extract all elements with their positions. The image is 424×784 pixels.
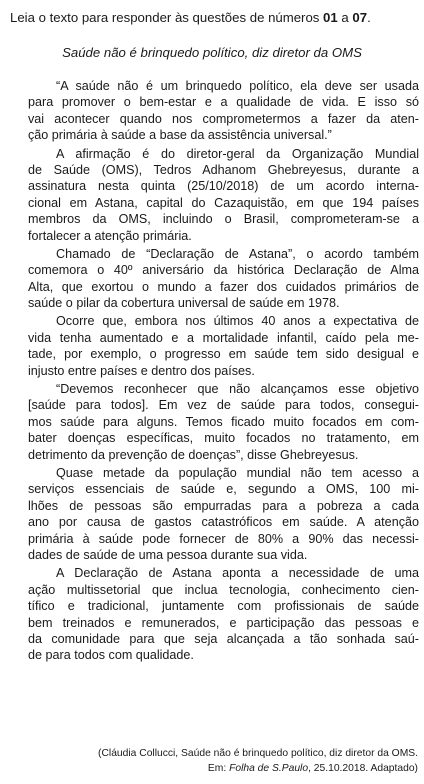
instruction-suffix: .: [367, 10, 371, 25]
paragraph-line: tade, por exemplo, o progresso em saúde tem sido desigual e: [28, 347, 419, 362]
paragraph-line: vai acontecer quando nos comprometermos a fazer da aten-: [28, 111, 419, 126]
article-paragraph: [28, 465, 419, 563]
paragraph-line: “A saúde não é um brinquedo político, ela deve ser usada: [56, 79, 419, 93]
paragraph-line: ação multissetorial que inclua tecnologia, conhecimento cien-: [28, 582, 419, 597]
paragraph-line: [saúde para todos]. Em vez de saúde para todos, consegui-: [28, 398, 419, 413]
paragraph-line: Ocorre que, embora nos últimos 40 anos a expectativa de: [56, 314, 419, 329]
paragraph-line: bater doenças específicas, muito focados no tratamento, em: [28, 431, 419, 446]
source-line-2: [98, 761, 418, 776]
paragraph-line: fortalecer a atenção primária.: [28, 228, 192, 243]
paragraph-line: bem treinados e remunerados, e participação das pessoas e: [28, 615, 419, 630]
paragraph-line: “Devemos reconhecer que não alcançamos esse objetivo: [56, 382, 419, 397]
source-line-1: (Cláudia Collucci, Saúde não é brinquedo político, diz diretor da OMS.: [98, 748, 418, 759]
question-end-number: 07: [352, 10, 368, 25]
paragraph-line: injusto entre países e dentro dos países.: [28, 363, 255, 378]
source-publication: Folha de S.Paulo: [229, 763, 309, 774]
paragraph-line: tífico e tradicional, juntamente com profissionais de saúde: [28, 599, 419, 614]
paragraph-line: Alta, que exortou o mundo a fazer dos cuidados primários de: [28, 279, 419, 294]
paragraph-line: de para todos com qualidade.: [28, 648, 194, 663]
paragraph-line: mos saúde para alguns. Temos ficado muito focados em com-: [28, 414, 419, 429]
paragraph-line: dades de saúde de uma pessoa durante sua vida.: [28, 547, 308, 562]
source-citation: [98, 746, 418, 776]
paragraph-line: para promover o bem-estar e a qualidade de vida. E isso só: [28, 95, 419, 110]
article-paragraph: [28, 246, 419, 312]
instruction-text: [10, 9, 416, 26]
article-title: Saúde não é brinquedo político, diz diretor da OMS: [62, 45, 362, 60]
paragraph-line: comemora o 40º aniversário da histórica Declaração de Alma: [28, 263, 419, 278]
article-paragraph: [28, 78, 419, 144]
article-paragraph: [28, 565, 419, 663]
paragraph-line: lhões de pessoas são empurradas para a pobreza a cada: [28, 498, 419, 513]
paragraph-line: ano por causa de gastos catastróficos em saúde. A atenção: [28, 515, 419, 530]
paragraph-line: Chamado de “Declaração de Astana”, o acordo também: [56, 246, 419, 261]
paragraph-line: serviços essenciais de saúde e, segundo a OMS, 100 mi-: [28, 482, 419, 497]
paragraph-line: assinatura nesta quinta (25/10/2018) de um acordo interna-: [28, 179, 419, 194]
paragraph-line: membros da OMS, incluindo o Brasil, comprometeram-se a: [28, 212, 419, 227]
paragraph-line: detrimento da prevenção de doenças”, disse Ghebreyesus.: [28, 447, 359, 462]
source-line-2-suffix: , 25.10.2018. Adaptado): [308, 763, 418, 774]
paragraph-line: saúde o pilar da cobertura universal de saúde em 1978.: [28, 296, 340, 311]
article-body: [28, 78, 419, 666]
paragraph-line: A afirmação é do diretor-geral da Organização Mundial: [56, 146, 419, 161]
paragraph-line: vida tenha aumentado e a mortalidade infantil, caído pela me-: [28, 330, 419, 345]
instruction-middle: a: [337, 10, 353, 25]
question-start-number: 01: [323, 10, 338, 25]
article-paragraph: [28, 313, 419, 379]
paragraph-line: da comunidade para que seja alcançada a tão sonhada saú-: [28, 631, 419, 646]
paragraph-line: ção primária à saúde a base da assistência universal.”: [28, 128, 332, 143]
paragraph-line: de Saúde (OMS), Tedros Adhanom Ghebreyesus, durante a: [28, 162, 419, 177]
article-paragraph: [28, 146, 419, 244]
paragraph-line: A Declaração de Astana aponta a necessidade de uma: [56, 566, 419, 581]
instruction-prefix: Leia o texto para responder às questões de números: [10, 10, 324, 25]
article-paragraph: [28, 381, 419, 463]
source-line-2-prefix: Em:: [207, 763, 230, 774]
paragraph-line: primária à saúde pode fornecer de 80% a 90% das necessi-: [28, 531, 419, 546]
paragraph-line: cional em Astana, capital do Cazaquistão, em que 194 países: [28, 195, 419, 210]
paragraph-line: Quase metade da população mundial não tem acesso a: [56, 465, 419, 480]
